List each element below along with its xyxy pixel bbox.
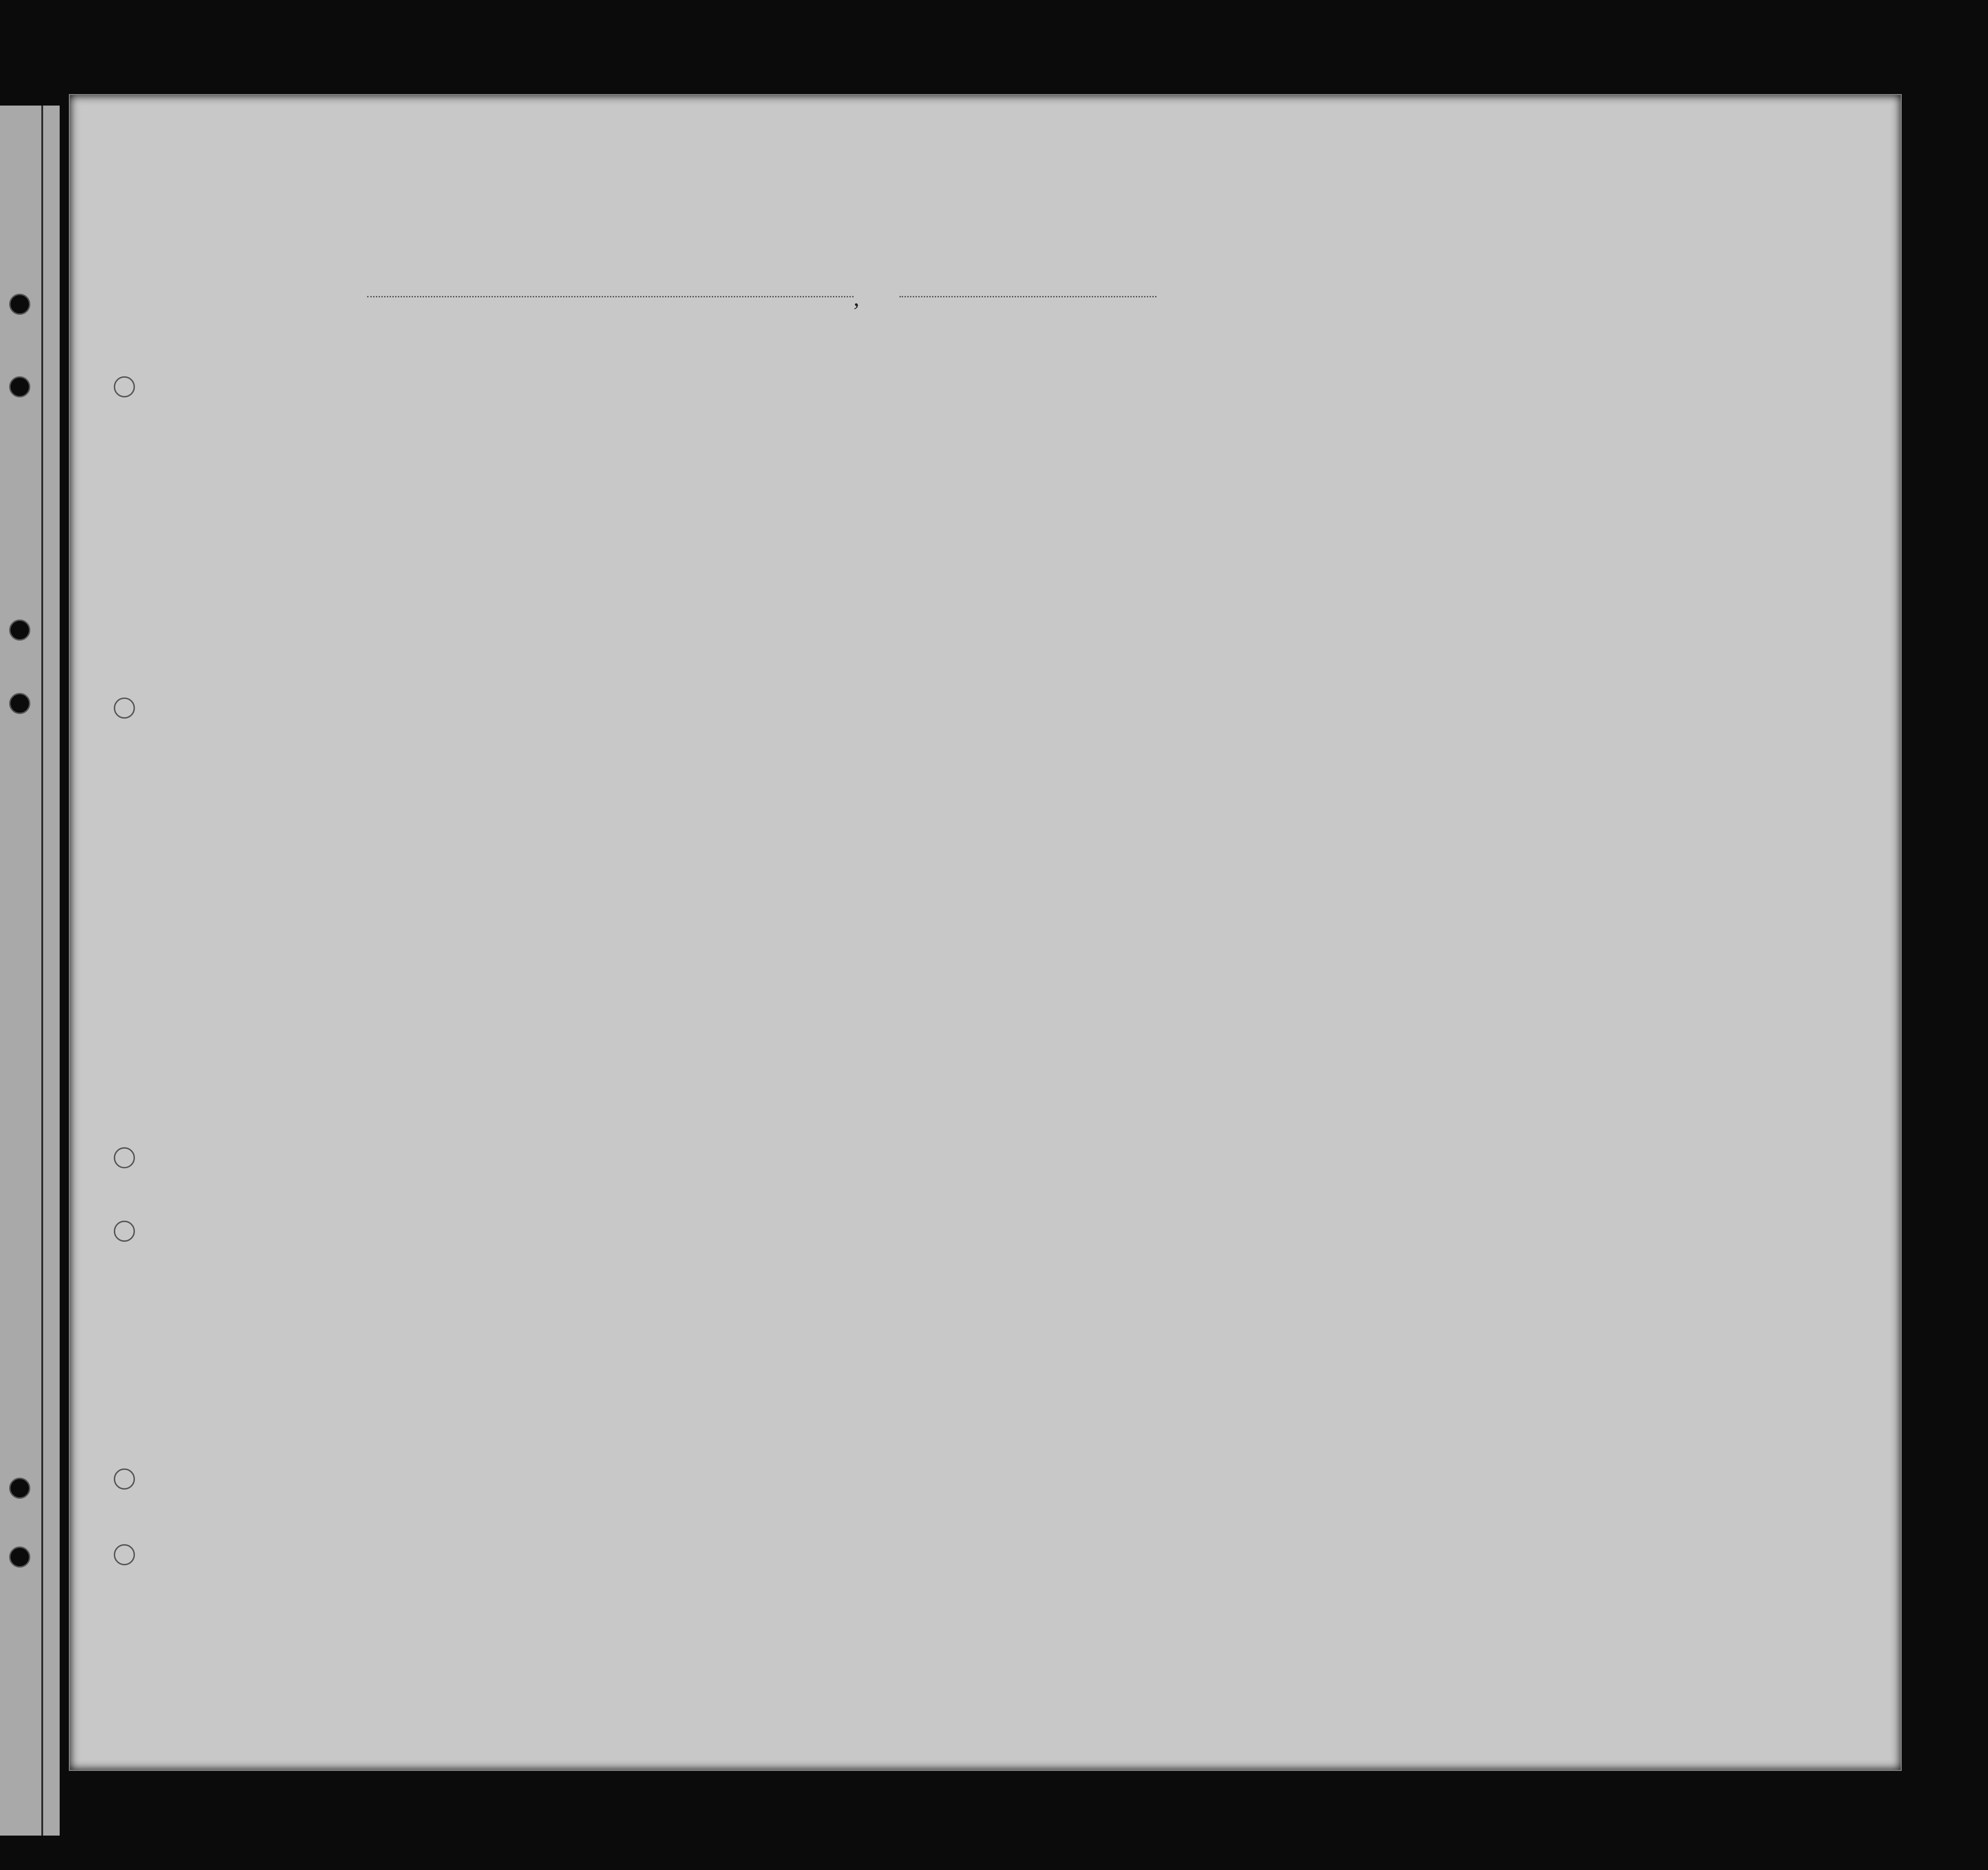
header-possession-50	[715, 353, 738, 473]
header-inches	[1597, 427, 1609, 463]
header-in-prison	[1255, 353, 1283, 473]
header-length-of-stay	[1147, 363, 1175, 473]
header-polygamist	[1292, 358, 1310, 468]
comma: ,	[854, 285, 860, 311]
header-purpose-return	[1116, 363, 1146, 473]
header-q28	[1340, 353, 1374, 473]
header-q30	[1434, 358, 1457, 468]
header-anarchist	[1313, 358, 1332, 468]
header-feet	[1579, 427, 1591, 463]
header-q29	[1390, 353, 1425, 473]
header-passage-paid	[636, 367, 725, 370]
header-ticket	[606, 363, 629, 473]
header-citizen	[1225, 363, 1251, 473]
